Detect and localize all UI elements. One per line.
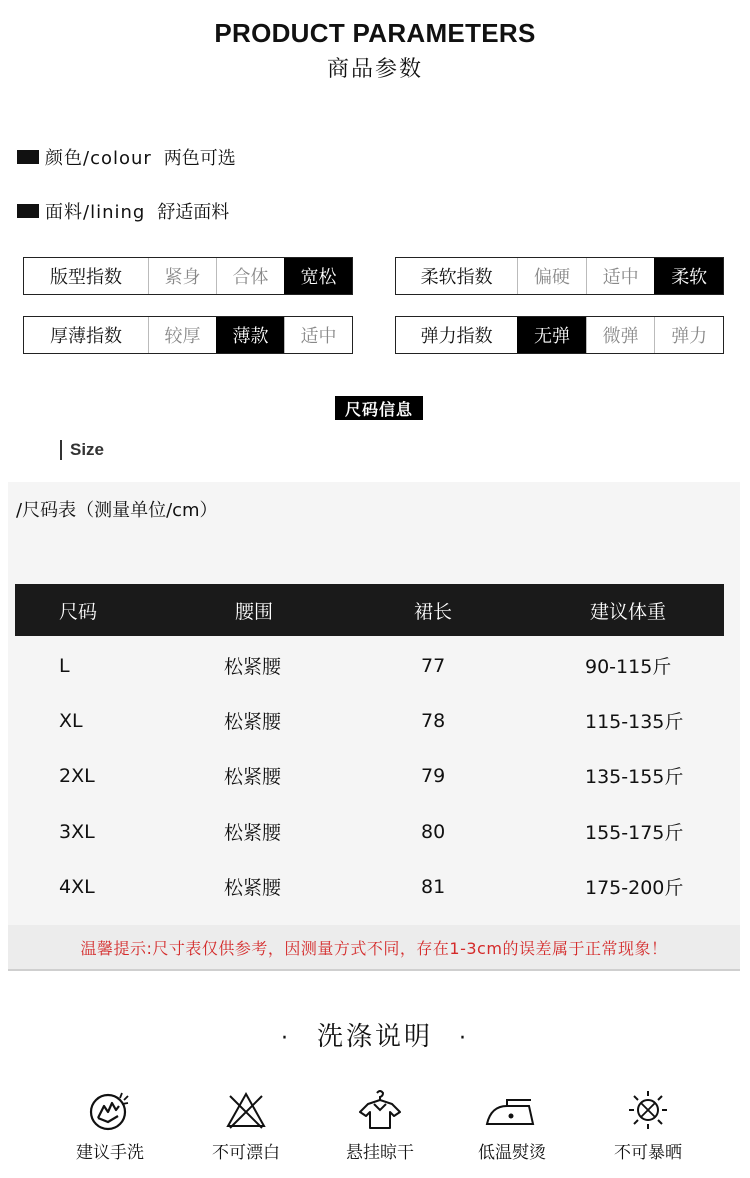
column-header: 裙长 [414,600,453,623]
table-cell: 175-200斤 [585,877,684,899]
index-option: 弹力 [654,317,723,353]
title-english: PRODUCT PARAMETERS [214,18,536,48]
decor-dot: · [280,1026,291,1051]
attribute-colour [17,144,236,170]
table-cell: 松紧腰 [224,656,282,678]
table-row [15,804,724,859]
index-option: 宽松 [284,258,352,294]
table-row [15,748,724,803]
table-cell: 90-115斤 [585,656,672,678]
column-header: 建议体重 [590,600,667,623]
wash-title [0,1016,750,1053]
care-label: 建议手洗 [76,1143,144,1163]
index-thickness [23,316,353,354]
bullet-square [17,204,39,218]
low-iron-icon [483,1088,541,1132]
table-cell: 115-135斤 [585,711,684,733]
attribute-label: 面料/lining [45,202,146,223]
index-option: 柔软 [654,258,723,294]
index-option: 薄款 [216,317,284,353]
attribute-value: 舒适面料 [157,202,230,223]
index-option: 适中 [284,317,352,353]
no-bleach-icon [222,1088,270,1132]
table-cell: 77 [421,654,446,677]
attribute-label: 颜色/colour [45,148,152,169]
table-cell: 155-175斤 [585,822,684,844]
index-option: 紧身 [148,258,216,294]
hang-dry-icon [356,1088,404,1132]
table-row [15,859,724,914]
care-label: 不可漂白 [212,1143,280,1163]
index-name: 版型指数 [50,267,122,288]
table-row [15,693,724,748]
index-elasticity [395,316,724,354]
size-notice: 温馨提示:尺寸表仅供参考，因测量方式不同，存在1-3cm的误差属于正常现象！ [8,925,740,969]
care-item-low-iron [452,1088,572,1163]
size-table-caption: /尺码表（测量单位/cm） [16,500,218,521]
size-info-badge: 尺码信息 [335,396,423,420]
care-item-hang-dry [320,1088,440,1163]
care-label: 悬挂晾干 [346,1143,414,1163]
table-cell: 2XL [59,764,95,787]
care-item-no-sun [588,1088,708,1163]
index-option: 微弹 [586,317,655,353]
decor-dot: · [459,1026,469,1051]
table-cell: 80 [421,820,446,843]
wash-title-text: 洗涤说明 [316,1022,433,1052]
index-option: 适中 [586,258,655,294]
table-cell: 4XL [59,875,95,898]
care-item-hand-wash [50,1088,170,1163]
table-cell: 135-155斤 [585,766,684,788]
table-row [15,638,724,693]
index-name: 弹力指数 [420,326,493,347]
table-cell: 79 [421,764,446,787]
index-fit [23,257,353,295]
attribute-lining [17,198,229,224]
table-cell: 松紧腰 [224,877,282,899]
attribute-value: 两色可选 [163,148,236,169]
title-chinese: 商品参数 [326,57,423,82]
table-cell: L [59,654,70,677]
table-cell: XL [59,709,83,732]
column-header: 尺码 [59,600,98,623]
size-tag [60,440,104,460]
care-label: 低温熨烫 [478,1143,546,1163]
column-header: 腰围 [235,600,274,623]
size-tag-label: Size [70,440,105,459]
index-option: 无弹 [517,317,586,353]
index-name: 柔软指数 [420,267,493,288]
table-cell: 78 [421,709,446,732]
index-option: 偏硬 [517,258,586,294]
table-cell: 3XL [59,820,95,843]
index-name: 厚薄指数 [50,326,122,347]
index-option: 较厚 [148,317,216,353]
table-cell: 松紧腰 [224,822,282,844]
care-item-no-bleach [186,1088,306,1163]
index-option: 合体 [216,258,284,294]
divider [8,969,740,971]
divider [60,440,62,460]
table-cell: 松紧腰 [224,766,282,788]
bullet-square [17,150,39,164]
index-softness [395,257,724,295]
care-label: 不可暴晒 [614,1143,682,1163]
table-cell: 81 [421,875,446,898]
hand-wash-icon [86,1088,134,1132]
table-cell: 松紧腰 [224,711,282,733]
size-table-header [15,584,724,636]
no-sun-icon [624,1088,672,1132]
